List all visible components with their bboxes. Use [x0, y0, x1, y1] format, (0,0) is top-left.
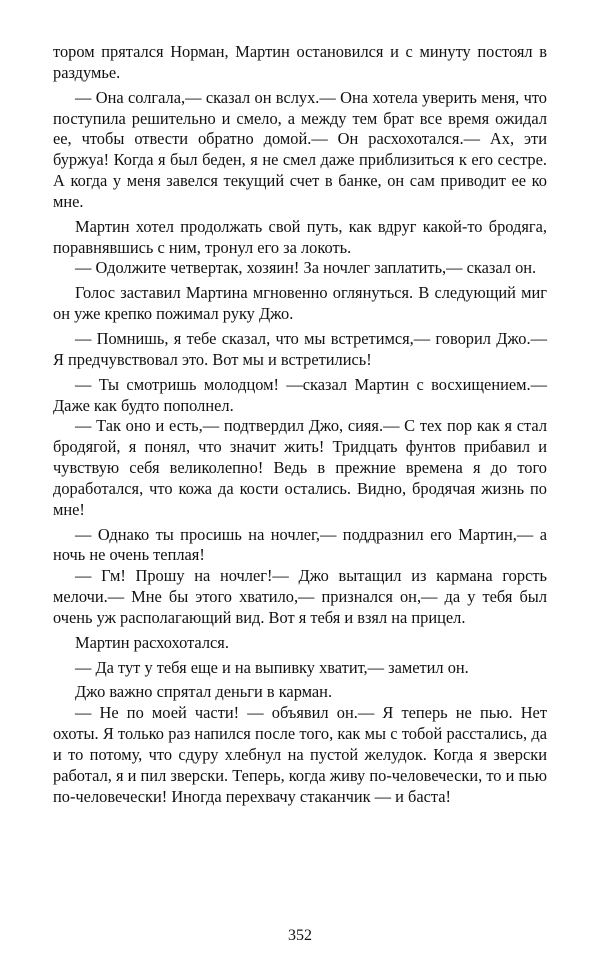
paragraph: — Одолжите четвертак, хозяин! За ночлег заплатить,— сказал он. [75, 258, 537, 278]
paragraph: — Она солгала,— сказал он вслух.— Она хотела уверить меня, что поступила решительно и смело, а между тем брат все время ожидал ее, чтобы отвести обратно домой.— Он расхохотался.— Ах, эти буржуа! Когда я был беден, я не смел даже приблизиться к его сестре. А когда у меня завелся текущий счет в банке, он сам приводит ее ко мне. [53, 87, 547, 211]
paragraph: — Однако ты просишь на ночлег,— поддразнил его Мартин,— а ночь не очень теплая! [53, 524, 547, 565]
paragraph: Голос заставил Мартина мгновенно оглянуться. В следующий миг он уже крепко пожимал руку Джо. [53, 283, 547, 324]
paragraph: — Ты смотришь молодцом! —сказал Мартин с восхищением.— Даже как будто пополнел. [53, 374, 547, 415]
paragraph: — Так оно и есть,— подтвердил Джо, сияя.— С тех пор как я стал бродягой, я понял, что значит жить! Тридцать фунтов прибавил и чувствую себя великолепно! Ведь в прежние времена я до того доработался, что кожа да кости остались. Видно, бродячая жизнь по мне! [53, 416, 547, 519]
page-body [53, 42, 547, 808]
paragraph: — Да тут у тебя еще и на выпивку хватит,— заметил он. [75, 657, 469, 677]
paragraph: тором прятался Норман, Мартин остановился и с минуту постоял в раздумье. [53, 42, 547, 82]
paragraph: — Не по моей части! — объявил он.— Я теперь не пью. Нет охоты. Я только раз напился после того, как мы с тобой расстались, да и то потому, что сдуру хлебнул на пустой желудок. Когда я зверски работал, я и пил зверски. Теперь, когда живу по-человечески, то и пью по-человечески! Иногда перехвачу стаканчик — и баста! [53, 703, 547, 806]
paragraph: Джо важно спрятал деньги в карман. [75, 682, 333, 702]
paragraph: Мартин расхохотался. [75, 632, 229, 652]
paragraph: Мартин хотел продолжать свой путь, как вдруг какой-то бродяга, поравнявшись с ним, тронул его за локоть. [53, 216, 547, 257]
paragraph: — Помнишь, я тебе сказал, что мы встретимся,— говорил Джо.— Я предчувствовал это. Вот мы и встретились! [53, 328, 547, 369]
paragraph: — Гм! Прошу на ночлег!— Джо вытащил из кармана горсть мелочи.— Мне бы этого хватило,— признался он,— да у тебя был очень уж располагающий вид. Вот я тебя и взял на прицел. [53, 566, 547, 627]
page-number: 352 [288, 927, 312, 944]
